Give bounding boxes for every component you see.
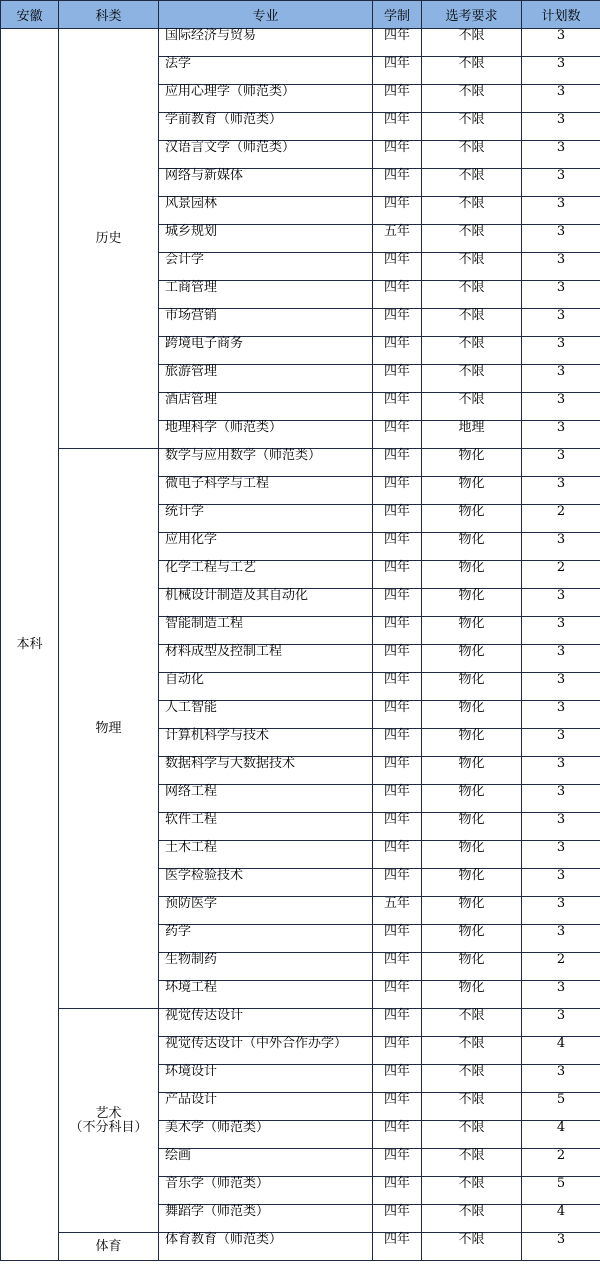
table-row — [1, 1009, 600, 1037]
requirement-cell: 物化 — [422, 813, 522, 841]
duration-cell: 四年 — [373, 757, 422, 785]
duration-cell: 四年 — [373, 309, 422, 337]
requirement-cell: 物化 — [422, 701, 522, 729]
quota-cell: 4 — [522, 1121, 600, 1149]
major-cell: 产品设计 — [159, 1093, 373, 1121]
quota-cell: 3 — [522, 449, 600, 477]
quota-cell: 2 — [522, 561, 600, 589]
duration-cell: 四年 — [373, 449, 422, 477]
duration-cell: 五年 — [373, 225, 422, 253]
quota-cell: 3 — [522, 281, 600, 309]
quota-cell: 2 — [522, 953, 600, 981]
major-cell: 市场营销 — [159, 309, 373, 337]
major-cell: 工商管理 — [159, 281, 373, 309]
duration-cell: 四年 — [373, 1065, 422, 1093]
duration-cell: 四年 — [373, 645, 422, 673]
major-cell: 机械设计制造及其自动化 — [159, 589, 373, 617]
requirement-cell: 物化 — [422, 841, 522, 869]
major-cell: 自动化 — [159, 673, 373, 701]
quota-cell: 3 — [522, 757, 600, 785]
requirement-cell: 物化 — [422, 533, 522, 561]
major-cell: 计算机科学与技术 — [159, 729, 373, 757]
requirement-cell: 不限 — [422, 85, 522, 113]
duration-cell: 四年 — [373, 169, 422, 197]
duration-cell: 四年 — [373, 1009, 422, 1037]
requirement-cell: 物化 — [422, 785, 522, 813]
major-cell: 城乡规划 — [159, 225, 373, 253]
requirement-cell: 物化 — [422, 897, 522, 925]
duration-cell: 四年 — [373, 197, 422, 225]
major-cell: 美术学（师范类） — [159, 1121, 373, 1149]
quota-cell: 3 — [522, 337, 600, 365]
quota-cell: 3 — [522, 1233, 600, 1261]
quota-cell: 3 — [522, 897, 600, 925]
duration-cell: 四年 — [373, 925, 422, 953]
requirement-cell: 不限 — [422, 1121, 522, 1149]
duration-cell: 四年 — [373, 1177, 422, 1205]
major-cell: 预防医学 — [159, 897, 373, 925]
major-cell: 酒店管理 — [159, 393, 373, 421]
major-cell: 视觉传达设计 — [159, 1009, 373, 1037]
major-cell: 数据科学与大数据技术 — [159, 757, 373, 785]
major-cell: 舞蹈学（师范类） — [159, 1205, 373, 1233]
quota-cell: 3 — [522, 1009, 600, 1037]
requirement-cell: 不限 — [422, 1177, 522, 1205]
quota-cell: 3 — [522, 365, 600, 393]
requirement-cell: 不限 — [422, 141, 522, 169]
requirement-cell: 不限 — [422, 197, 522, 225]
quota-cell: 3 — [522, 29, 600, 57]
duration-cell: 四年 — [373, 561, 422, 589]
duration-cell: 四年 — [373, 393, 422, 421]
quota-cell: 2 — [522, 505, 600, 533]
duration-cell: 四年 — [373, 1121, 422, 1149]
quota-cell: 5 — [522, 1177, 600, 1205]
duration-cell: 四年 — [373, 1233, 422, 1261]
duration-cell: 四年 — [373, 1149, 422, 1177]
major-cell: 旅游管理 — [159, 365, 373, 393]
header-major: 专业 — [159, 1, 373, 29]
category-note: （不分科目） — [69, 1119, 148, 1135]
quota-cell: 3 — [522, 113, 600, 141]
table-row — [1, 449, 600, 477]
category-name: 物理 — [95, 720, 122, 736]
duration-cell: 四年 — [373, 337, 422, 365]
requirement-cell: 不限 — [422, 365, 522, 393]
major-cell: 视觉传达设计（中外合作办学） — [159, 1037, 373, 1065]
requirement-cell: 不限 — [422, 169, 522, 197]
duration-cell: 四年 — [373, 1093, 422, 1121]
category-cell — [59, 29, 159, 449]
duration-cell: 四年 — [373, 421, 422, 449]
quota-cell: 3 — [522, 197, 600, 225]
quota-cell: 3 — [522, 253, 600, 281]
major-cell: 环境设计 — [159, 1065, 373, 1093]
requirement-cell: 物化 — [422, 589, 522, 617]
duration-cell: 四年 — [373, 729, 422, 757]
duration-cell: 四年 — [373, 785, 422, 813]
major-cell: 汉语言文学（师范类） — [159, 141, 373, 169]
requirement-cell: 不限 — [422, 113, 522, 141]
major-cell: 风景园林 — [159, 197, 373, 225]
duration-cell: 四年 — [373, 869, 422, 897]
quota-cell: 3 — [522, 617, 600, 645]
requirement-cell: 物化 — [422, 925, 522, 953]
header-requirement: 选考要求 — [422, 1, 522, 29]
duration-cell: 五年 — [373, 897, 422, 925]
duration-cell: 四年 — [373, 673, 422, 701]
quota-cell: 3 — [522, 869, 600, 897]
quota-cell: 3 — [522, 673, 600, 701]
duration-cell: 四年 — [373, 953, 422, 981]
requirement-cell: 物化 — [422, 477, 522, 505]
major-cell: 人工智能 — [159, 701, 373, 729]
requirement-cell: 物化 — [422, 561, 522, 589]
category-name: 体育 — [95, 1238, 122, 1254]
quota-cell: 3 — [522, 729, 600, 757]
quota-cell: 3 — [522, 393, 600, 421]
header-quota: 计划数 — [522, 1, 600, 29]
major-cell: 法学 — [159, 57, 373, 85]
quota-cell: 3 — [522, 309, 600, 337]
requirement-cell: 不限 — [422, 1037, 522, 1065]
requirement-cell: 不限 — [422, 309, 522, 337]
requirement-cell: 不限 — [422, 393, 522, 421]
major-cell: 土木工程 — [159, 841, 373, 869]
requirement-cell: 不限 — [422, 57, 522, 85]
category-name: 艺术 — [95, 1105, 122, 1121]
quota-cell: 3 — [522, 57, 600, 85]
requirement-cell: 不限 — [422, 1233, 522, 1261]
requirement-cell: 不限 — [422, 1009, 522, 1037]
major-cell: 国际经济与贸易 — [159, 29, 373, 57]
duration-cell: 四年 — [373, 281, 422, 309]
requirement-cell: 物化 — [422, 617, 522, 645]
major-cell: 地理科学（师范类） — [159, 421, 373, 449]
category-cell — [59, 1009, 159, 1233]
requirement-cell: 物化 — [422, 729, 522, 757]
major-cell: 音乐学（师范类） — [159, 1177, 373, 1205]
major-cell: 医学检验技术 — [159, 869, 373, 897]
duration-cell: 四年 — [373, 29, 422, 57]
requirement-cell: 不限 — [422, 253, 522, 281]
requirement-cell: 物化 — [422, 505, 522, 533]
quota-cell: 3 — [522, 533, 600, 561]
major-cell: 网络与新媒体 — [159, 169, 373, 197]
category-cell — [59, 1233, 159, 1261]
quota-cell: 4 — [522, 1205, 600, 1233]
duration-cell: 四年 — [373, 477, 422, 505]
major-cell: 数学与应用数学（师范类） — [159, 449, 373, 477]
requirement-cell: 地理 — [422, 421, 522, 449]
requirement-cell: 不限 — [422, 1205, 522, 1233]
quota-cell: 3 — [522, 225, 600, 253]
duration-cell: 四年 — [373, 589, 422, 617]
quota-cell: 3 — [522, 925, 600, 953]
requirement-cell: 不限 — [422, 1065, 522, 1093]
duration-cell: 四年 — [373, 1205, 422, 1233]
quota-cell: 3 — [522, 169, 600, 197]
quota-cell: 3 — [522, 645, 600, 673]
requirement-cell: 不限 — [422, 1149, 522, 1177]
duration-cell: 四年 — [373, 253, 422, 281]
duration-cell: 四年 — [373, 113, 422, 141]
duration-cell: 四年 — [373, 505, 422, 533]
quota-cell: 3 — [522, 841, 600, 869]
requirement-cell: 物化 — [422, 953, 522, 981]
major-cell: 药学 — [159, 925, 373, 953]
major-cell: 生物制药 — [159, 953, 373, 981]
major-cell: 智能制造工程 — [159, 617, 373, 645]
duration-cell: 四年 — [373, 365, 422, 393]
major-cell: 化学工程与工艺 — [159, 561, 373, 589]
quota-cell: 2 — [522, 1149, 600, 1177]
duration-cell: 四年 — [373, 85, 422, 113]
duration-cell: 四年 — [373, 141, 422, 169]
major-cell: 材料成型及控制工程 — [159, 645, 373, 673]
requirement-cell: 不限 — [422, 225, 522, 253]
quota-cell: 3 — [522, 981, 600, 1009]
quota-cell: 3 — [522, 141, 600, 169]
major-cell: 软件工程 — [159, 813, 373, 841]
table-body — [1, 29, 600, 1261]
requirement-cell: 物化 — [422, 981, 522, 1009]
major-cell: 跨境电子商务 — [159, 337, 373, 365]
requirement-cell: 不限 — [422, 337, 522, 365]
major-cell: 网络工程 — [159, 785, 373, 813]
category-cell — [59, 449, 159, 1009]
duration-cell: 四年 — [373, 981, 422, 1009]
quota-cell: 3 — [522, 477, 600, 505]
requirement-cell: 物化 — [422, 673, 522, 701]
major-cell: 应用心理学（师范类） — [159, 85, 373, 113]
duration-cell: 四年 — [373, 617, 422, 645]
quota-cell: 3 — [522, 85, 600, 113]
requirement-cell: 物化 — [422, 645, 522, 673]
duration-cell: 四年 — [373, 813, 422, 841]
duration-cell: 四年 — [373, 841, 422, 869]
header-province: 安徽 — [1, 1, 59, 29]
quota-cell: 3 — [522, 421, 600, 449]
requirement-cell: 不限 — [422, 281, 522, 309]
major-cell: 微电子科学与工程 — [159, 477, 373, 505]
quota-cell: 5 — [522, 1093, 600, 1121]
major-cell: 体育教育（师范类） — [159, 1233, 373, 1261]
duration-cell: 四年 — [373, 57, 422, 85]
major-cell: 学前教育（师范类） — [159, 113, 373, 141]
table-row — [1, 1233, 600, 1261]
duration-cell: 四年 — [373, 701, 422, 729]
category-name: 历史 — [95, 230, 122, 246]
requirement-cell: 不限 — [422, 1093, 522, 1121]
major-cell: 应用化学 — [159, 533, 373, 561]
quota-cell: 3 — [522, 1065, 600, 1093]
major-cell: 统计学 — [159, 505, 373, 533]
header-duration: 学制 — [373, 1, 422, 29]
level-cell: 本科 — [1, 29, 59, 1261]
table-row — [1, 29, 600, 57]
quota-cell: 3 — [522, 589, 600, 617]
requirement-cell: 不限 — [422, 29, 522, 57]
duration-cell: 四年 — [373, 1037, 422, 1065]
major-cell: 绘画 — [159, 1149, 373, 1177]
major-cell: 会计学 — [159, 253, 373, 281]
requirement-cell: 物化 — [422, 449, 522, 477]
quota-cell: 4 — [522, 1037, 600, 1065]
major-cell: 环境工程 — [159, 981, 373, 1009]
duration-cell: 四年 — [373, 533, 422, 561]
requirement-cell: 物化 — [422, 757, 522, 785]
quota-cell: 3 — [522, 785, 600, 813]
header-category: 科类 — [59, 1, 159, 29]
quota-cell: 3 — [522, 813, 600, 841]
requirement-cell: 物化 — [422, 869, 522, 897]
header-row — [1, 1, 600, 29]
quota-cell: 3 — [522, 701, 600, 729]
